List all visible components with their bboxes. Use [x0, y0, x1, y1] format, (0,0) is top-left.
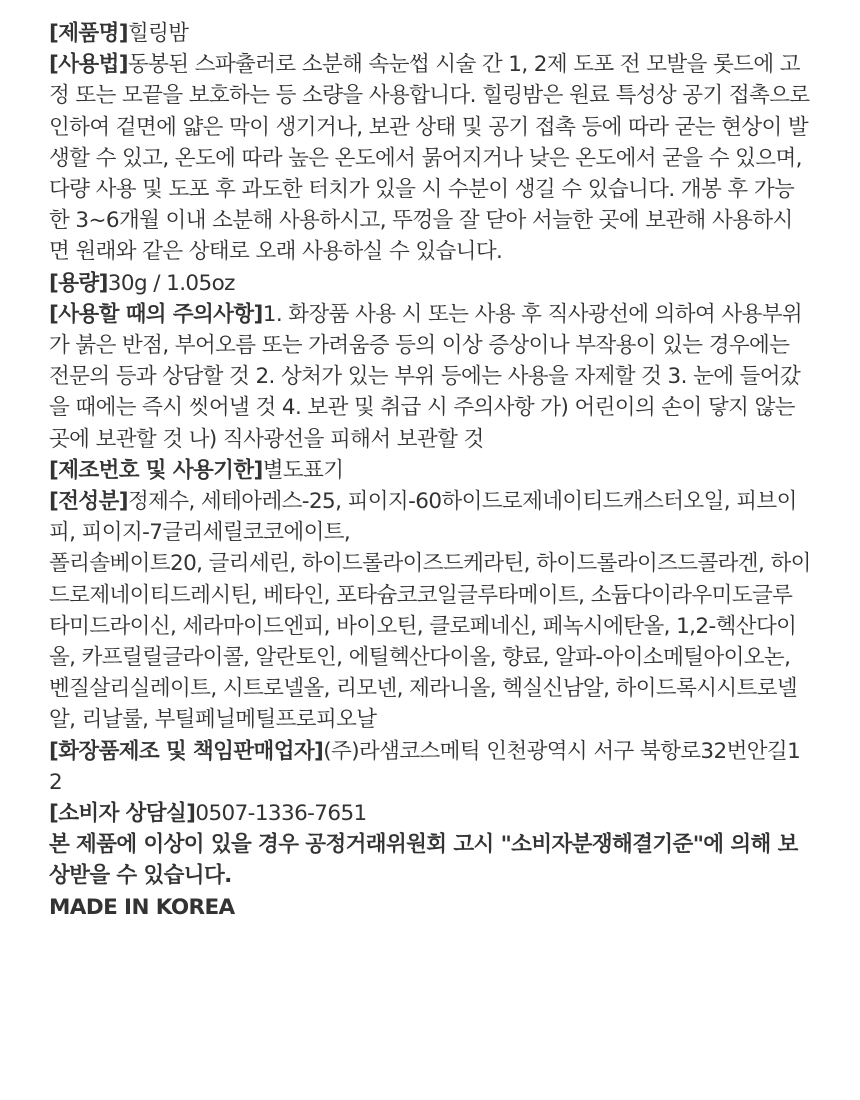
label-usage: [사용법]: [49, 52, 128, 78]
entry-capacity: [49, 268, 812, 299]
value-lot-expiry: 별도표기: [262, 457, 344, 483]
label-precautions: [사용할 때의 주의사항]: [49, 301, 263, 327]
label-consumer-center: [소비자 상담실]: [49, 801, 196, 827]
entry-product-name: [49, 18, 812, 49]
entry-ingredients: [49, 486, 812, 548]
label-capacity: [용량]: [49, 270, 108, 296]
value-ingredients: 정제수, 세테아레스-25, 피이지-60하이드로제네이티드캐스터오일, 피브이피, 피이지-7글리세릴코코에이트,: [49, 489, 797, 546]
label-lot-expiry: [제조번호 및 사용기한]: [49, 457, 263, 483]
entry-consumer-center: [49, 798, 812, 829]
value-product-name: 힐링밤: [127, 21, 189, 46]
value-precautions: 1. 화장품 사용 시 또는 사용 후 직사광선에 의하여 사용부위가 붉은 반점, 부어오름 또는 가려움증 등의 이상 증상이나 부작용이 있는 경우에는 전문의 등과 상담할 것 2. 상처가 있는 부위 등에는 사용을 자제할 것 3. 눈에 들어갔을 때에는 즉시 씻어낼 것 4. 보관 및 취급 시 주의사항 가) 어린이의 손이 닿지 않는 곳에 보관할 것 나) 직사광선을 피해서 보관할 것: [49, 301, 803, 452]
compensation-notice: 본 제품에 이상이 있을 경우 공정거래위원회 고시 "소비자분쟁해결기준"에 의해 보상받을 수 있습니다.: [49, 832, 798, 889]
value-capacity: 30g / 1.05oz: [107, 270, 235, 296]
value-ingredients-continued: 폴리솔베이트20, 글리세린, 하이드롤라이즈드케라틴, 하이드롤라이즈드콜라겐, 하이드로제네이티드레시틴, 베타인, 포타슘코코일글루타메이트, 소듐다이라우미도글루타미드라이신, 세라마이드엔피, 바이오틴, 클로페네신, 페녹시에탄올, 1,2-헥산다이올, 카프릴릴글라이콜, 알란토인, 에틸헥산다이올, 향료, 알파-아이소메틸아이오논, 벤질살리실레이트, 시트로넬올, 리모넨, 제라니올, 헥실신남알, 하이드록시시트로넬알, 리날룰, 부틸페닐메틸프로피오날: [49, 551, 811, 733]
value-usage: 동봉된 스파츌러로 소분해 속눈썹 시술 간 1, 2제 도포 전 모발을 롯드에 고정 또는 모끝을 보호하는 등 소량을 사용합니다. 힐링밤은 원료 특성상 공기 접촉으로 인하여 겉면에 얇은 막이 생기거나, 보관 상태 및 공기 접촉 등에 따라 굳는 현상이 발생할 수 있고, 온도에 따라 높은 온도에서 묽어지거나 낮은 온도에서 굳을 수 있으며, 다량 사용 및 도포 후 과도한 터치가 있을 시 수분이 생길 수 있습니다. 개봉 후 가능한 3~6개월 이내 소분해 사용하시고, 뚜껑을 잘 닫아 서늘한 곳에 보관해 사용하시면 원래와 같은 상태로 오래 사용하실 수 있습니다.: [49, 52, 810, 265]
entry-ingredients-continued: [49, 548, 812, 735]
label-product-name: [제품명]: [49, 21, 128, 46]
entry-precautions: [49, 299, 812, 455]
label-manufacturer: [화장품제조 및 책임판매업자]: [49, 738, 324, 764]
entry-manufacturer: [49, 736, 812, 798]
made-in-korea: MADE IN KOREA: [49, 894, 235, 920]
value-consumer-center: 0507-1336-7651: [195, 801, 367, 827]
entry-usage: [49, 49, 812, 267]
label-ingredients: [전성분]: [49, 489, 128, 515]
value-manufacturer: (주)라샘코스메틱 인천광역시 서구 북항로32번안길12: [49, 738, 801, 795]
entry-lot-expiry: [49, 455, 812, 486]
